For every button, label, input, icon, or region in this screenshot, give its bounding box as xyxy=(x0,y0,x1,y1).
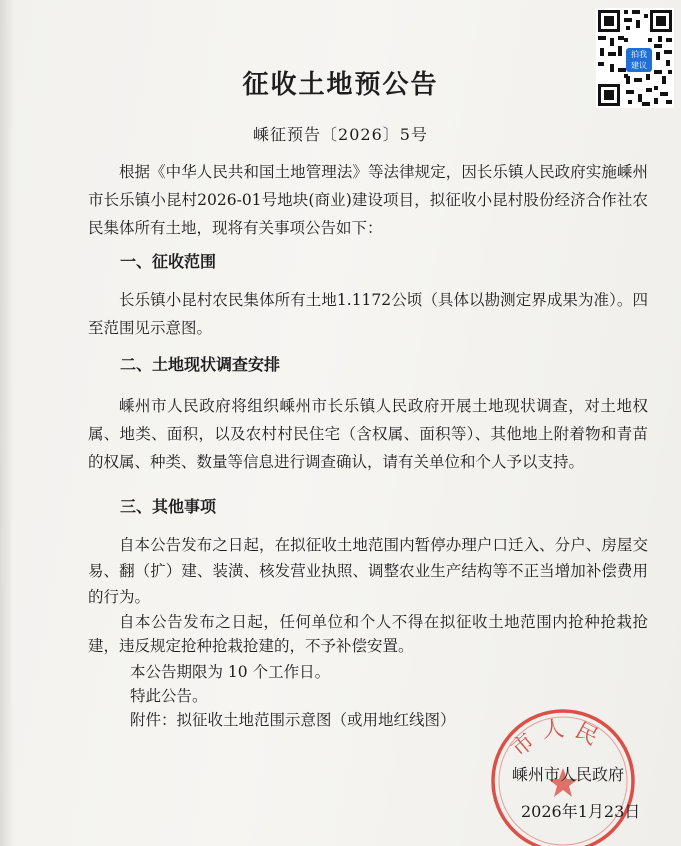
section-heading-other: 三、其他事项 xyxy=(120,497,217,516)
section-heading-survey: 二、土地现状调查安排 xyxy=(120,355,281,374)
closing-remark: 特此公告。 xyxy=(130,687,208,705)
intro-paragraph: 根据《中华人民共和国土地管理法》等法律规定，因长乐镇人民政府实施嵊州市长乐镇小昆村2026-01号地块(商业)建设项目，拟征收小昆村股份经济合作社农民集体所有土地，现将有关事项公告如下： xyxy=(88,163,648,237)
signing-date: 2026年1月23日 xyxy=(521,802,641,821)
attachment-note: 附件：拟征收土地范围示意图（或用地红线图） xyxy=(130,711,456,729)
seal-text: 市人民 xyxy=(506,715,610,763)
notice-title: 征收土地预公告 xyxy=(242,70,439,100)
section-body-survey: 嵊州市人民政府将组织嵊州市长乐镇人民政府开展土地现状调查，对土地权属、地类、面积，以及农村村民住宅（含权属、面积等）、其他地上附着物和青苗的权属、种类、数量等信息进行调查确认，请有关单位和个人予以支持。 xyxy=(88,397,648,471)
section-body-scope: 长乐镇小昆村农民集体所有土地1.1172公顷（具体以勘测定界成果为准）。四至范围见示意图。 xyxy=(88,291,648,337)
document-number: 嵊征预告〔2026〕5号 xyxy=(253,125,428,144)
signing-organization: 嵊州市人民政府 xyxy=(512,765,625,784)
section-body-other-2: 自本公告发布之日起，任何单位和个人不得在拟征收土地范围内抢种抢栽抢建，违反规定抢种抢栽抢建的，不予补偿安置。 xyxy=(88,613,648,655)
section-body-other-1: 自本公告发布之日起，在拟征收土地范围内暂停办理户口迁入、分户、房屋交易、翻（扩）建、装潢、核发营业执照、调整农业生产结构等不正当增加补偿费用的行为。 xyxy=(88,536,648,606)
qr-badge: 拍我 建议 xyxy=(626,48,652,72)
section-heading-scope: 一、征收范围 xyxy=(120,252,217,271)
notice-period: 本公告期限为 10 个工作日。 xyxy=(130,663,331,681)
